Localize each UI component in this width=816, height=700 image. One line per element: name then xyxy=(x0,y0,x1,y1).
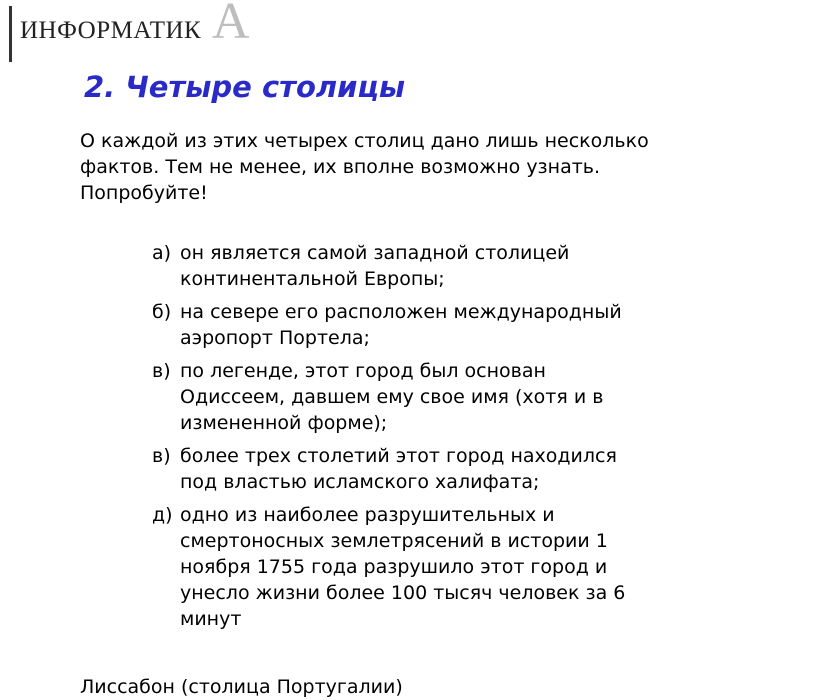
logo-bar xyxy=(9,6,12,62)
clue-letter: а) xyxy=(152,242,172,264)
page-title: 2. Четыре столицы xyxy=(84,70,406,104)
logo-text: ИНФОРМАТИК xyxy=(20,17,202,44)
clue-text: на севере его расположен международный аэропорт Портела; xyxy=(180,301,622,349)
clue-text: более трех столетий этот город находился под властью исламского халифата; xyxy=(180,445,617,493)
clue-text: он является самой западной столицей континентальной Европы; xyxy=(180,242,570,290)
clue-letter: в) xyxy=(152,360,171,382)
clue-letter: д) xyxy=(152,504,173,526)
clue-text: по легенде, этот город был основан Одиссеем, давшем ему свое имя (хотя и в измененной форме); xyxy=(180,360,604,434)
clue-item xyxy=(152,443,632,495)
clue-list xyxy=(152,240,632,639)
clue-item xyxy=(152,358,632,436)
clue-item xyxy=(152,240,632,292)
clue-item xyxy=(152,299,632,351)
clue-text: одно из наиболее разрушительных и смертоносных землетрясений в истории 1 ноября 1755 года разрушило этот город и унесло жизни более 100 тысяч человек за 6 минут xyxy=(180,504,626,630)
intro-text: О каждой из этих четырех столиц дано лишь несколько фактов. Тем не менее, их вполне возможно узнать. Попробуйте! xyxy=(80,130,649,204)
clue-item xyxy=(152,502,632,632)
logo-big-letter: А xyxy=(212,0,250,50)
clue-letter: в) xyxy=(152,445,171,467)
clue-letter: б) xyxy=(152,301,172,323)
informatika-logo xyxy=(0,0,300,64)
answer-text: Лиссабон (столица Португалии) xyxy=(80,676,403,698)
